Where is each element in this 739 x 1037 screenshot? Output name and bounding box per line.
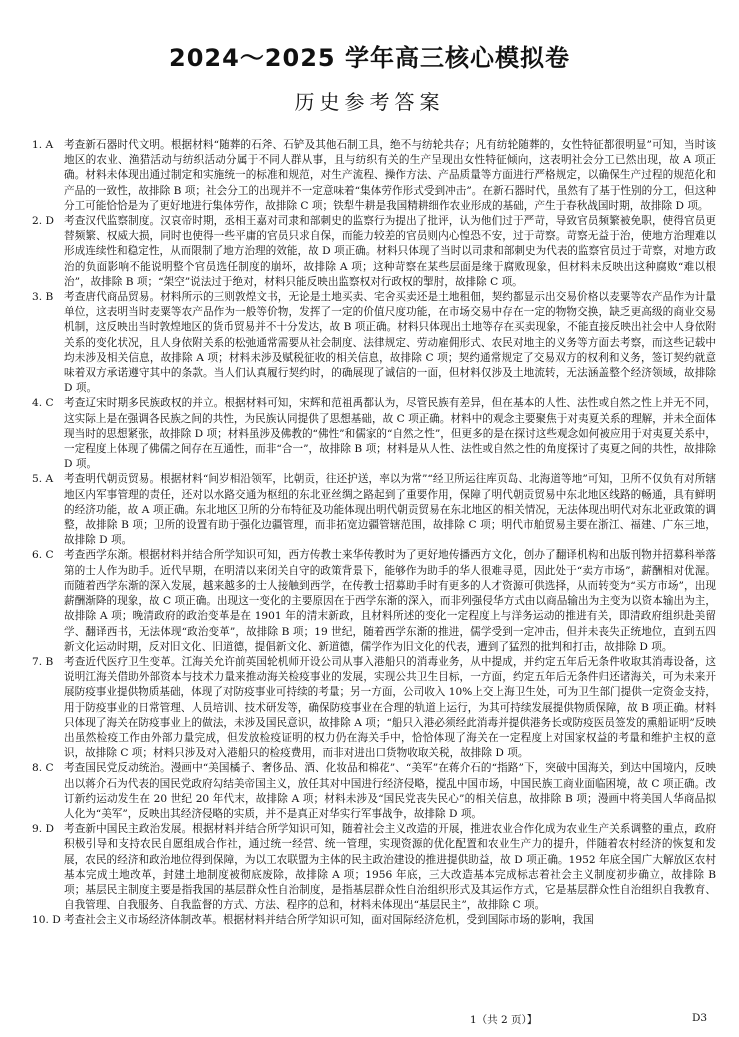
page-number: 1（共 2 页）】	[470, 1014, 538, 1026]
answer-number: 7. B	[32, 655, 54, 668]
answer-number: 1. A	[32, 139, 54, 151]
answer-text: 考查唐代商品贸易。材料所示的三则敦煌文书，无论是土地买卖、宅舍买卖还是土地租佃，契约都显示出交易价格以麦粟等农产品作为计量单位，这表明当时麦粟等农产品作为一般等价物，发挥了一定的价值尺度功能，在市场交易中存在一定的物物交换，缺乏更高级的商业交易机制，这反映出当时敦煌地区的货币贸易并不十分发达，故 B 项正确。材料只体现出土地等存在买卖现象，不能直接反映出社会中人身依附关系的变化状况，且人身依附关系的松弛通常需要从社会制度、法律规定、劳动雇佣形式、农民对地主的义务等方面去考察，而这些记载中均未涉及相关信息，故排除 A 项；材料未涉及赋税征收的相关信息，故排除 C 项；契约通常规定了交易双方的权利和义务，签订契约就意味着双方承诺遵守其中的条款。当人们认真履行契约时，的确展现了诚信的一面，但材料仅涉及土地流转，无法涵盖整个经济领域，故排除 D 项。	[64, 291, 716, 395]
answer-text: 考查辽宋时期多民族政权的并立。根据材料可知，宋辉和范祖禹都认为，尽管民族有差异，但在基本的人性、法性或自然之性上并无不同，这实际上是在强调各民族之间的共性，为民族认同提供了思想基础，故 C 项正确。材料中的观念主要聚焦于对夷夏关系的理解，并未全面体现当时的思想紧张，故排除 D 项；材料虽涉及佛教的“佛性”和儒家的“自然之性”，但更多的是在探讨这些观念如何被应用于对夷夏关系中，一定程度上体现了佛儒之间存在互通性，而非“合一”，故排除 B 项；材料是从人性、法性或自然之性的角度探讨了夷夏之间的共性，故排除 D 项。	[64, 397, 716, 471]
answer-number: 2. D	[32, 215, 54, 228]
exam-title: 2024～2025 学年高三核心模拟卷	[169, 44, 570, 72]
answer-text: 考查新石器时代文明。根据材料“随葬的石斧、石铲及其他石制工具，绝不与纺轮共存；凡有纺轮随葬的，女性特征都很明显”可知，当时该地区的农业、渔猎活动与纺织活动分属于不同人群从事，且与纺织有关的生产呈现出女性特征倾向，这表明社会分工已然出现，故 A 项正确。材料未体现出通过制定和实施统一的标准和规范，对生产流程、操作方法、产品质量等方面进行严格规定，以确保生产过程的规范化和产品的一致性，故排除 B 项；社会分工的出现并不一定意味着“集体劳作形式受到冲击”。在新石器时代，虽然有了基于性别的分工，但这种分工可能恰恰是为了更好地进行集体劳作，故排除 C 项；铁犁牛耕是我国精耕细作农业形成的基础，产生于春秋战国时期，故排除 D 项。	[64, 139, 716, 212]
answer-text: 考查汉代监察制度。汉哀帝时期，丞相王嘉对司隶和部刺史的监察行为提出了批评，认为他们过于严苛，导致官员频繁被免职，使得官员更替频繁、权威大损，同时也使得一些平庸的官员只求自保，而能力较差的官员则内心惶恐不安，过于苛察。苛察无益于治，使地方治理难以形成连续性和稳定性，从而限制了地方治理的效能，故 D 项正确。材料只体现了当时以司隶和部刺史为代表的监察官员过于苛察，对地方政治的负面影响不能说明整个官员选任制度的崩坏，故排除 A 项；这种苛察在某些层面是缘于腐败现象，但材料未反映出这种腐败“难以根治”，故排除 B 项；“架空”说法过于绝对，材料只能反映出监察权对行政权的掣肘，故排除 C 项。	[64, 215, 716, 288]
answer-item	[32, 396, 716, 472]
answer-item	[32, 913, 716, 928]
answer-item	[32, 822, 716, 913]
version-code: D3	[692, 1012, 708, 1024]
answer-item	[32, 214, 716, 290]
answer-text: 考查新中国民主政治发展。根据材料并结合所学知识可知，随着社会主义改造的开展，推进农业合作化成为农业生产关系调整的重点，政府积极引导和支持农民自愿组成合作社，通过统一经营、统一管理，实现资源的优化配置和农业生产力的提升，伴随着农村经济的恢复和发展，农民的经济和政治地位得到保障，为以工农联盟为主体的民主政治建设的推进提供助益，故 D 项正确。1952 年底全国广大解放区农村基本完成土地改革，封建土地制度被彻底废除，故排除 A 项；1956 年底，三大改造基本完成标志着社会主义制度初步确立，故排除 B 项；基层民主制度主要是指我国的基层群众性自治制度，是指基层群众性自治组织形式及其运作方式，它是基层群众性自治组织自我教育、自我管理、自我服务、自我监督的方式、方法、程序的总和，材料未体现出“基层民主”，故排除 C 项。	[64, 823, 716, 912]
answer-list	[32, 138, 716, 929]
answer-text: 考查明代朝贡贸易。根据材料“间岁相沿领军，比朝贡，往还护送，率以为常”“经卫所运往库页岛、北海道等地”可知，卫所不仅负有对所辖地区内军事管理的责任，还对以水路交通为枢纽的东北亚丝绸之路起到了重要作用，保障了明代朝贡贸易中东北地区线路的畅通，具有鲜明的经济功能，故 A 项正确。东北地区卫所的分布特征及功能体现出明代朝贡贸易在东北地区的相关情况，无法体现出明代对东北亚政策的调整，故排除 B 项；卫所的设置有助于强化边疆管理，而非拓宽边疆管辖范围，故排除 C 项；明代市舶贸易主要在浙江、福建、广东三地，故排除 D 项。	[64, 473, 716, 547]
answer-number: 8. C	[32, 762, 54, 775]
answer-number: 6. C	[32, 549, 54, 562]
answer-number: 3. B	[32, 291, 54, 304]
answer-number: 4. C	[32, 397, 54, 410]
answer-text: 考查西学东渐。根据材料并结合所学知识可知，西方传教士来华传教时为了更好地传播西方文化，创办了翻译机构和出版刊物并招募科举落第的士人作为助手。近代早期，在明清以来闭关自守的政策背景下，能够作为助手的华人很难寻觅，因此处于“卖方市场”，薪酬相对优渥。而随着西学东渐的深入发展，越来越多的士人接触到西学，在传教士招募助手时有更多的人才资源可供选择，从而转变为“买方市场”，出现薪酬渐降的现象，故 C 项正确。出现这一变化的主要原因在于西学东渐的深入，而非列强侵华方式由以商品输出为主变为以资本输出为主，故排除 A 项；晚清政府的政治变革是在 1901 年的清末新政，且材料所述的变化一定程度上与洋务运动的推进有关，即清政府组织赴美留学、翻译西书，无法体现“政治变革”，故排除 B 项；19 世纪，随着西学东渐的推进，儒学受到一定冲击，但并未丧失正统地位，直到五四新文化运动时期，反对旧文化、旧道德，提倡新文化、新道德，儒学作为旧文化的代表，遭到了猛烈的批判和打击，故排除 D 项。	[64, 549, 716, 653]
answer-number: 9. D	[32, 823, 54, 836]
answer-text: 考查近代医疗卫生变革。江海关允许前英国轮机师开设公司从事入港船只的消毒业务，从中提成，并约定五年后无条件收取其消毒设备，这说明江海关借助外部资本与技术力量来推动海关检疫事业的发展，实现公共卫生目标，一方面，约定五年后无条件归还诸海关，可为未来开展防疫事业提供物质基础，体现了对防疫事业可持续的考量；另一方面，公司收入 10%上交上海卫生处，可为卫生部门提供一定资金支持，用于防疫事业的日常管理、人员培训、技术研发等，确保防疫事业在合理的轨道上运行，为其可持续发展提供物质保障，故 B 项正确。材料只体现了海关在防疫事业上的做法，未涉及国民意识，故排除 A 项；“船只入港必须经此消毒并提供港务长或防疫医员签发的熏船证明”反映出虽然检疫工作由外部力量完成，但发放检疫证明的权力仍在海关手中，恰恰体现了海关在一定程度上对国家权益的考量和维护主权的意识，故排除 C 项；材料只涉及对入港船只的检疫费用，而非对进出口货物收取关税，故排除 D 项。	[64, 655, 716, 760]
answer-text: 考查国民党反动统治。漫画中“美国橘子、奢侈品、酒、化妆品和棉花”、“美军”在蒋介石的“指路”下，突破中国海关，到达中国境内，反映出以蒋介石为代表的国民党政府勾结美帝国主义，放任其对中国进行经济侵略，搅乱中国市场，中国民族工商业面临困境，故 C 项正确。改订新约运动发生在 20 世纪 20 年代末，故排除 A 项；材料未涉及“国民党丧失民心”的相关信息，故排除 B 项；漫画中将美国人华商品拟人化为“美军”，反映出其经济侵略的实质，并不是真正对华实行军事战争，故排除 D 项。	[64, 762, 716, 820]
document-subtitle: 历史参考答案	[294, 90, 445, 114]
answer-item	[32, 655, 716, 761]
answer-number: 10. D	[32, 914, 61, 927]
answer-item	[32, 761, 716, 822]
answer-item	[32, 548, 716, 654]
answer-item	[32, 138, 716, 214]
answer-item	[32, 290, 716, 396]
answer-item	[32, 472, 716, 548]
answer-text: 考查社会主义市场经济体制改革。根据材料并结合所学知识可知，面对国际经济危机，受到国际市场的影响，我国	[64, 914, 594, 927]
answer-number: 5. A	[32, 473, 54, 486]
